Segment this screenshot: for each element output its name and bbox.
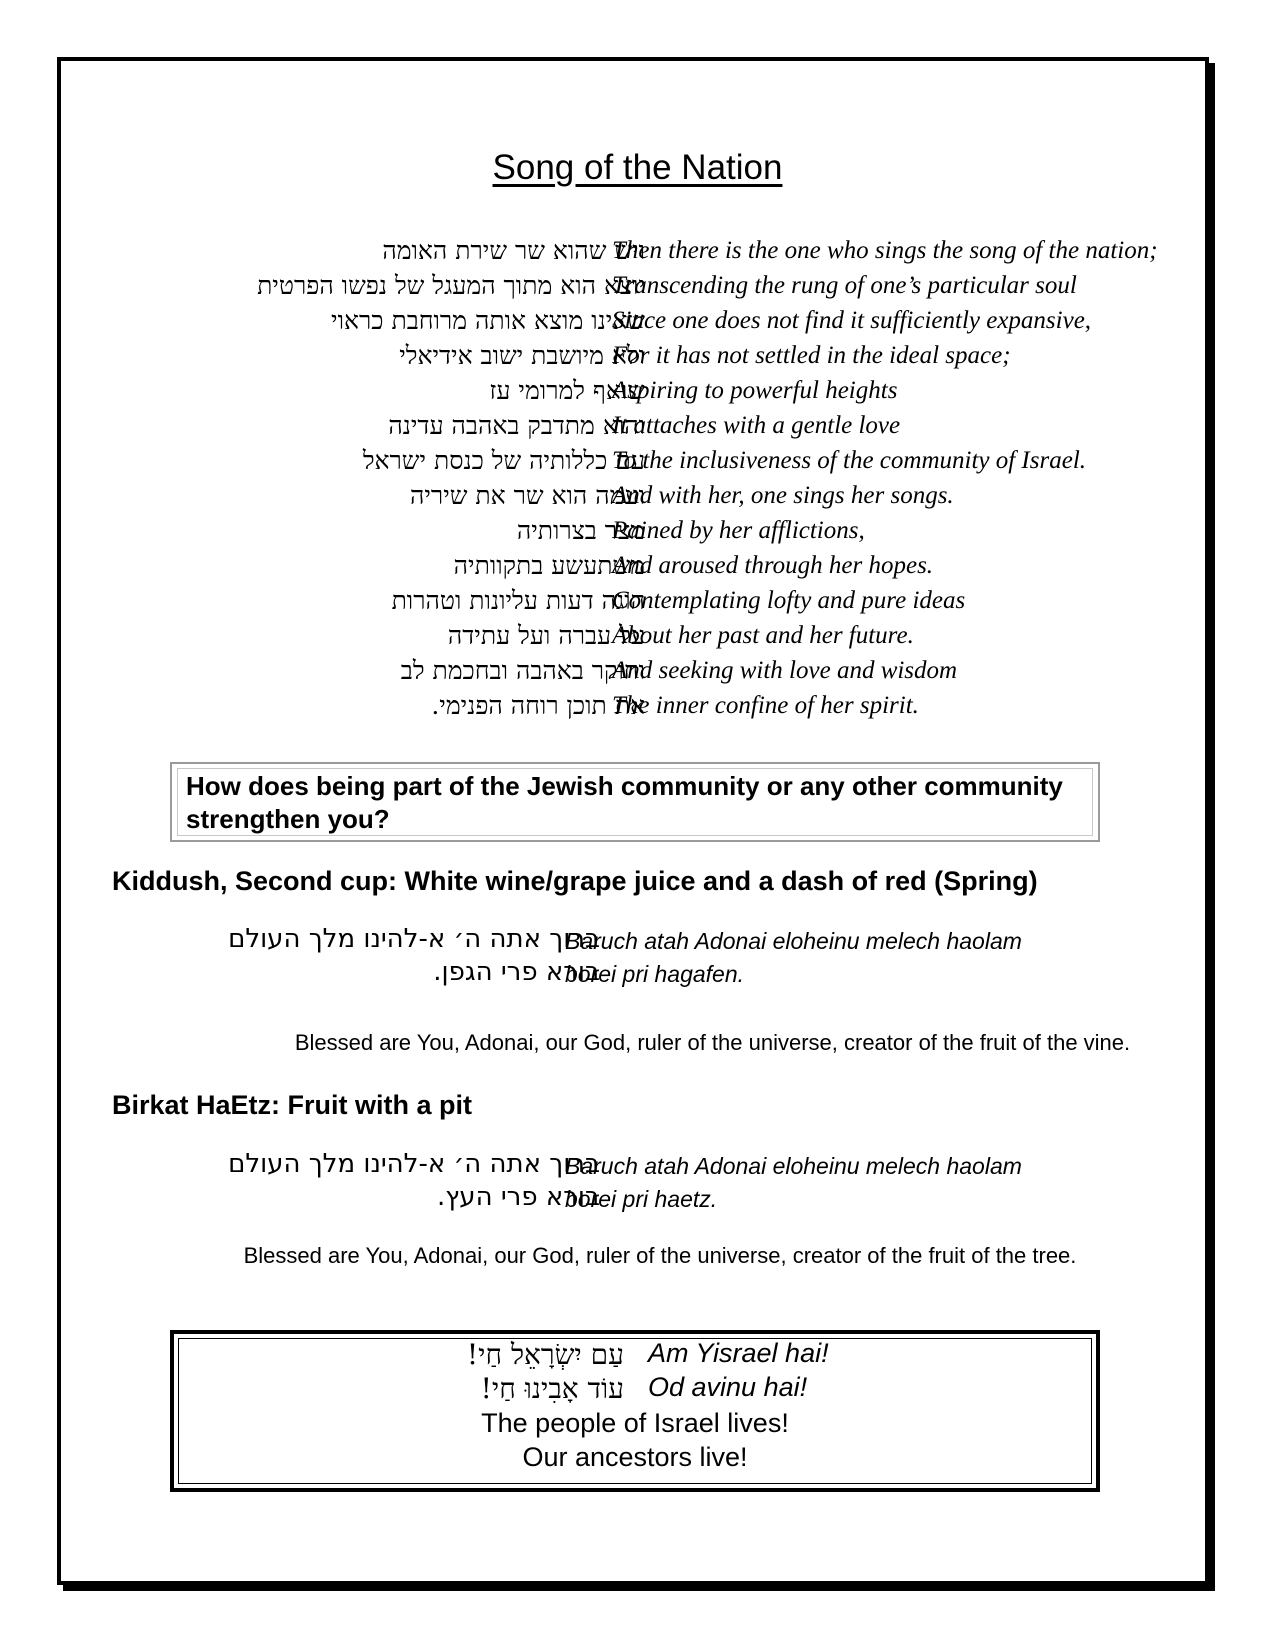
- poem-english: Pained by her afflictions,: [612, 517, 865, 544]
- poem-english: And seeking with love and wisdom: [612, 657, 958, 684]
- poem-line: [60, 653, 1260, 689]
- birkat-heading: Birkat HaEtz: Fruit with a pit: [112, 1090, 473, 1120]
- question-box: [170, 762, 1100, 842]
- kiddush-transliteration-line-1: Baruch atah Adonai eloheinu melech haolam: [565, 928, 1022, 954]
- poem-english: To the inclusiveness of the community of Israel.: [612, 447, 1087, 474]
- poem-hebrew: מצר בצרותיה: [516, 516, 645, 545]
- poem-line: [60, 373, 1260, 409]
- poem-english: And aroused through her hopes.: [612, 552, 934, 579]
- birkat-hebrew-line-2: בורא פרי העץ.: [437, 1182, 600, 1212]
- poem-line: [60, 478, 1260, 514]
- birkat-translation: Blessed are You, Adonai, our God, ruler of the universe, creator of the fruit of the tree.: [243, 1243, 1077, 1268]
- poem-line: [60, 618, 1260, 654]
- poem-line: [60, 688, 1260, 724]
- poem-hebrew: ועמה הוא שר את שיריה: [409, 481, 645, 510]
- page-title: Song of the Nation: [492, 148, 783, 187]
- poem-english: It attaches with a gentle love: [612, 412, 901, 439]
- poem-line: [60, 548, 1260, 584]
- poem-english: And with her, one sings her songs.: [612, 482, 954, 509]
- poem-line: [60, 233, 1260, 269]
- kiddush-hebrew-line-1: ברוך אתה ה׳ א-להינו מלך העולם: [228, 924, 600, 954]
- closing-hebrew-line-2: עוֹד אָבִינוּ חַי!: [480, 1372, 624, 1405]
- birkat-transliteration-line-2: borei pri haetz.: [565, 1186, 718, 1212]
- closing-hebrew-line-1: עַם יִשְׂרָאֵל חַי!: [466, 1338, 624, 1371]
- birkat-hebrew-line-1: ברוך אתה ה׳ א-להינו מלך העולם: [228, 1149, 600, 1179]
- birkat-transliteration-line-1: Baruch atah Adonai eloheinu melech haolam: [565, 1153, 1022, 1179]
- poem-line: [60, 303, 1260, 339]
- kiddush-heading: Kiddush, Second cup: White wine/grape juice and a dash of red (Spring): [112, 866, 1038, 896]
- poem-hebrew: יוצא הוא מתוך המעגל של נפשו הפרטית: [257, 271, 645, 300]
- closing-translation-line-2: Our ancestors live!: [522, 1442, 748, 1472]
- poem-english: About her past and her future.: [612, 622, 914, 649]
- poem-line: [60, 583, 1260, 619]
- kiddush-translation: Blessed are You, Adonai, our God, ruler of the universe, creator of the fruit of the vine.: [294, 1030, 1131, 1055]
- poem-hebrew: הוגה דעות עליונות וטהרות: [391, 586, 645, 615]
- closing-transliteration-line-2: Od avinu hai!: [648, 1372, 808, 1402]
- poem-hebrew: וחוקר באהבה ובחכמת לב: [400, 656, 645, 685]
- closing-box: [170, 1330, 1100, 1492]
- poem-line: [60, 443, 1260, 479]
- poem-hebrew: ויש שהוא שר שירת האומה: [382, 236, 645, 265]
- poem-hebrew: ולא מיושבת ישוב אידיאלי: [399, 341, 645, 370]
- poem-hebrew: שואף למרומי עז: [489, 376, 645, 405]
- poem-english: For it has not settled in the ideal space;: [612, 342, 1011, 369]
- poem-hebrew: על עברה ועל עתידה: [447, 621, 645, 650]
- poem-english: Since one does not find it sufficiently expansive,: [612, 307, 1092, 334]
- poem-line: [60, 268, 1260, 304]
- closing-transliteration-line-1: Am Yisrael hai!: [648, 1338, 829, 1368]
- poem-hebrew: משתעשע בתקוותיה: [453, 551, 645, 580]
- poem-english: Contemplating lofty and pure ideas: [612, 587, 966, 614]
- reflection-question: How does being part of the Jewish community or any other community strengthen you?: [186, 771, 1063, 834]
- poem-hebrew: והוא מתדבק באהבה עדינה: [388, 411, 645, 440]
- poem-english: Transcending the rung of one’s particular soul: [612, 272, 1077, 299]
- poem-hebrew: שאינו מוצא אותה מרוחבת כראוי: [331, 306, 645, 335]
- poem-line: [60, 338, 1260, 374]
- poem-english: The inner confine of her spirit.: [612, 692, 919, 719]
- poem-english: Then there is the one who sings the song of the nation;: [612, 237, 1158, 264]
- poem-line: [60, 513, 1260, 549]
- poem-line: [60, 408, 1260, 444]
- closing-translation-line-1: The people of Israel lives!: [481, 1408, 789, 1438]
- poem-hebrew: את תוכן רוחה הפנימי.: [431, 691, 645, 720]
- kiddush-hebrew-line-2: בורא פרי הגפן.: [433, 957, 600, 987]
- poem-hebrew: עם כללותיה של כנסת ישראל: [362, 446, 645, 475]
- poem-english: Aspiring to powerful heights: [612, 377, 898, 404]
- kiddush-transliteration-line-2: borei pri hagafen.: [565, 961, 745, 987]
